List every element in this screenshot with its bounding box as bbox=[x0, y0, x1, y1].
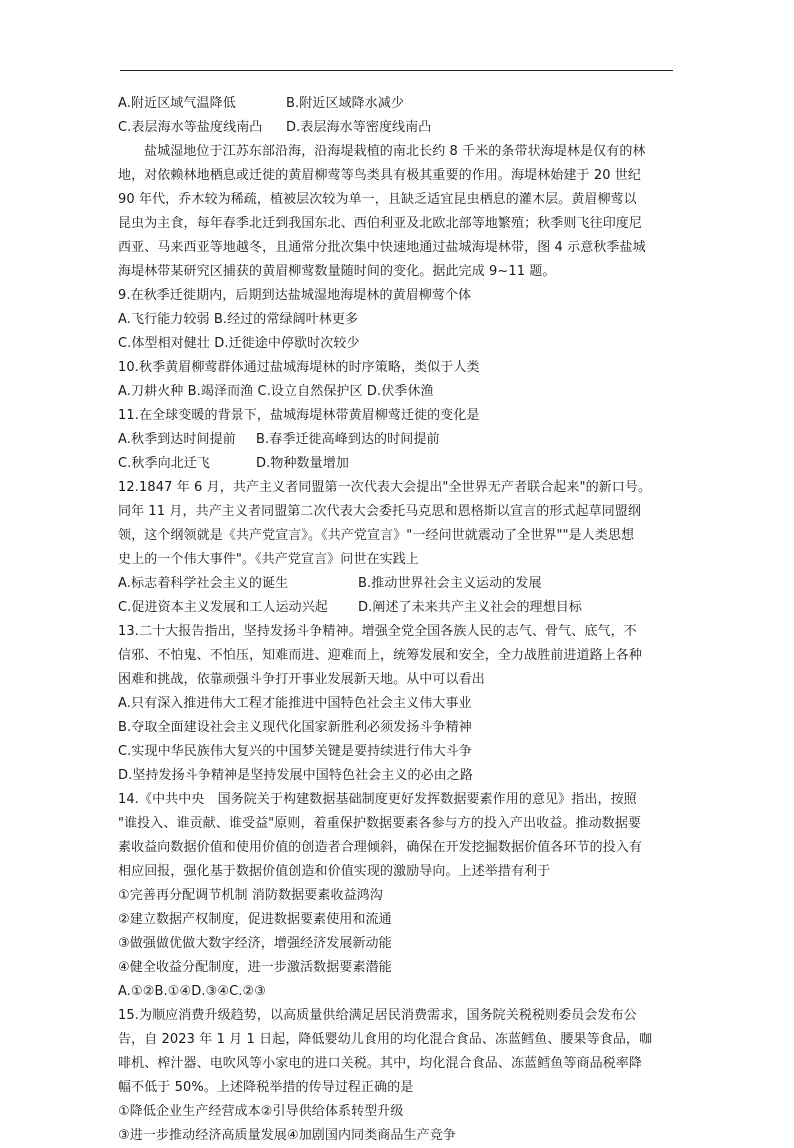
q15-stem-line: 15.为顺应消费升级趋势，以高质量供给满足居民消费需求，国务院关税税则委员会发布公 bbox=[118, 1008, 637, 1023]
q12-options-row-1 bbox=[118, 572, 678, 596]
q14-stem-line: 素收益向数据价值和使用价值的创造者合理倾斜，确保在开发挖掘数据价值各环节的投入有 bbox=[118, 840, 643, 855]
passage-line: 90 年代，乔木较为稀疏，植被层次较为单一，且缺乏适宜昆虫栖息的灌木层。黄眉柳莺以 bbox=[118, 192, 637, 207]
q12-options-row-2 bbox=[118, 596, 678, 620]
q12-option-d: D.阐述了未来共产主义社会的理想目标 bbox=[358, 600, 582, 615]
q14-stem-line: "谁投入、谁贡献、谁受益"原则，着重保护数据要素各参与方的投入产出收益。推动数据要 bbox=[118, 816, 642, 831]
q13-stem-line: 信邪、不怕鬼、不怕压，知难而进、迎难而上，统筹发展和安全，全力战胜前进道路上各种 bbox=[118, 648, 643, 663]
q14-options: A.①②B.①④D.③④C.②③ bbox=[118, 984, 267, 999]
q9-options-cd: C.体型相对健壮 D.迁徙途中停歇时次较少 bbox=[118, 336, 360, 351]
q15-stem-line: 幅不低于 50%。上述降税举措的传导过程正确的是 bbox=[118, 1080, 414, 1095]
q11-option-b: B.春季迁徙高峰到达的时间提前 bbox=[256, 432, 440, 447]
q12-option-c: C.促进资本主义发展和工人运动兴起 bbox=[118, 600, 328, 615]
q14-item: ④健全收益分配制度，进一步激活数据要素潜能 bbox=[118, 960, 392, 975]
q15-item: ①降低企业生产经营成本②引导供给体系转型升级 bbox=[118, 1104, 404, 1119]
q10-stem: 10.秋季黄眉柳莺群体通过盐城海堤林的时序策略，类似于人类 bbox=[118, 360, 480, 375]
q14-item: ③做强做优做大数字经济，增强经济发展新动能 bbox=[118, 936, 392, 951]
passage-line: 盐城湿地位于江苏东部沿海，沿海堤栽植的南北长约 8 千米的条带状海堤林是仅有的林 bbox=[144, 144, 646, 159]
q9-stem: 9.在秋季迁徙期内，后期到达盐城湿地海堤林的黄眉柳莺个体 bbox=[118, 288, 472, 303]
q11-stem: 11.在全球变暖的背景下，盐城海堤林带黄眉柳莺迁徙的变化是 bbox=[118, 408, 480, 423]
passage-line: 海堤林带某研究区捕获的黄眉柳莺数量随时间的变化。据此完成 9~11 题。 bbox=[118, 264, 556, 279]
q15-item: ③进一步推动经济高质量发展④加剧国内同类商品生产竞争 bbox=[118, 1128, 456, 1143]
q13-stem-line: 13.二十大报告指出，坚持发扬斗争精神。增强全党全国各族人民的志气、骨气、底气，不 bbox=[118, 624, 637, 639]
q12-stem-line: 同年 11 月，共产主义者同盟第二次代表大会委托马克思和恩格斯以宣言的形式起草同盟纲 bbox=[118, 504, 642, 519]
q8-options-row-2 bbox=[118, 116, 678, 140]
q8-option-b: B.附近区域降水减少 bbox=[286, 96, 405, 111]
q12-option-b: B.推动世界社会主义运动的发展 bbox=[358, 576, 542, 591]
q10-options: A.刀耕火种 B.竭泽而渔 C.设立自然保护区 D.伏季休渔 bbox=[118, 384, 434, 399]
q13-option-b: B.夺取全面建设社会主义现代化国家新胜利必须发扬斗争精神 bbox=[118, 720, 472, 735]
q13-stem-line: 困难和挑战，依靠顽强斗争打开事业发展新天地。从中可以看出 bbox=[118, 672, 485, 687]
q14-stem-line: 14.《中共中央 国务院关于构建数据基础制度更好发挥数据要素作用的意见》指出，按照 bbox=[118, 792, 637, 807]
q13-option-a: A.只有深入推进伟大工程才能推进中国特色社会主义伟大事业 bbox=[118, 696, 472, 711]
page-content bbox=[118, 92, 678, 1148]
q15-stem-line: 啡机、榨汁器、电吹风等小家电的进口关税。其中，均化混合食品、冻蓝鳕鱼等商品税率降 bbox=[118, 1056, 643, 1071]
q14-item: ②建立数据产权制度，促进数据要素使用和流通 bbox=[118, 912, 392, 927]
q12-stem-line: 12.1847 年 6 月，共产主义者同盟第一次代表大会提出"全世界无产者联合起来"的新口号。 bbox=[118, 480, 652, 495]
q8-option-a: A.附近区域气温降低 bbox=[118, 96, 236, 111]
q11-option-d: D.物种数量增加 bbox=[256, 456, 349, 471]
passage-line: 昆虫为主食，每年春季北迁到我国东北、西伯利亚及北欧北部等地繁殖；秋季则飞往印度尼 bbox=[118, 216, 643, 231]
q8-option-d: D.表层海水等密度线南凸 bbox=[286, 120, 432, 135]
q11-option-a: A.秋季到达时间提前 bbox=[118, 432, 236, 447]
q13-option-c: C.实现中华民族伟大复兴的中国梦关键是要持续进行伟大斗争 bbox=[118, 744, 473, 759]
q11-option-c: C.秋季向北迁飞 bbox=[118, 456, 211, 471]
q8-option-c: C.表层海水等盐度线南凸 bbox=[118, 120, 263, 135]
q15-stem-line: 告，自 2023 年 1 月 1 日起，降低婴幼儿食用的均化混合食品、冻蓝鳕鱼、腰果等食品，咖 bbox=[118, 1032, 653, 1047]
q12-stem-line: 史上的一个伟大事件"。《共产党宣言》问世在实践上 bbox=[118, 552, 419, 567]
header-rule bbox=[120, 70, 673, 71]
q12-option-a: A.标志着科学社会主义的诞生 bbox=[118, 576, 289, 591]
q13-option-d: D.坚持发扬斗争精神是坚持发展中国特色社会主义的必由之路 bbox=[118, 768, 473, 783]
q14-stem-line: 相应回报，强化基于数据价值创造和价值实现的激励导向。上述举措有利于 bbox=[118, 864, 551, 879]
q9-options-ab: A.飞行能力较弱 B.经过的常绿阔叶林更多 bbox=[118, 312, 359, 327]
q8-options-row-1 bbox=[118, 92, 678, 116]
q12-stem-line: 领，这个纲领就是《共产党宣言》。《共产党宣言》"一经问世就震动了全世界""是人类思想 bbox=[118, 528, 635, 543]
q11-options-row-1 bbox=[118, 428, 678, 452]
q14-item: ①完善再分配调节机制 消防数据要素收益鸿沟 bbox=[118, 888, 383, 903]
passage-line: 地，对依赖林地栖息或迁徙的黄眉柳莺等鸟类具有极其重要的作用。海堤林始建于 20 世纪 bbox=[118, 168, 642, 183]
q11-options-row-2 bbox=[118, 452, 678, 476]
passage-line: 西亚、马来西亚等地越冬，且通常分批次集中快速地通过盐城海堤林带，图 4 示意秋季盐城 bbox=[118, 240, 646, 255]
